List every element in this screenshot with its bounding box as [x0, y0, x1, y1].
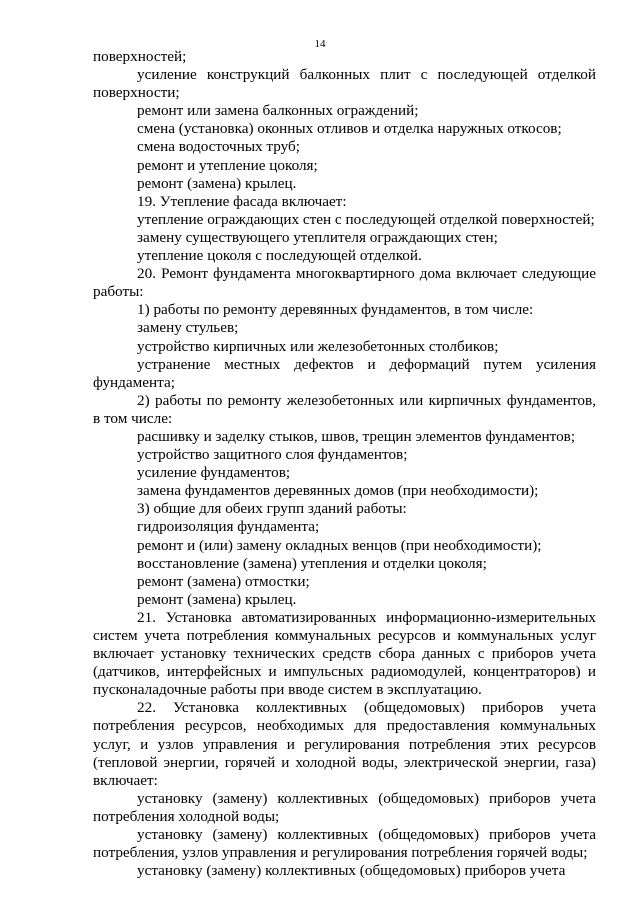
paragraph: усиление конструкций балконных плит с последующей отделкой поверхности; [93, 66, 596, 102]
paragraph: расшивку и заделку стыков, швов, трещин элементов фундаментов; [137, 427, 576, 445]
paragraph: утепление ограждающих стен с последующей отделкой поверхностей; [137, 210, 595, 228]
paragraph: 1) работы по ремонту деревянных фундаментов, в том числе: [137, 301, 534, 319]
paragraph: 22. Установка коллективных (общедомовых) приборов учета потребления ресурсов, необходимых для предоставления коммунальных услуг, и узлов управления и регулирования потребления этих ресурсов (тепловой энергии, горячей и холодной воды, электрической энергии, газа) включает: [93, 699, 596, 789]
paragraph: 2) работы по ремонту железобетонных или кирпичных фундаментов, в том числе: [93, 391, 596, 427]
paragraph: устройство кирпичных или железобетонных столбиков; [137, 337, 499, 355]
paragraph: замену существующего утеплителя ограждающих стен; [137, 228, 498, 246]
paragraph: поверхностей; [93, 48, 187, 65]
paragraph: 19. Утепление фасада включает: [137, 192, 347, 210]
paragraph: ремонт (замена) крылец. [137, 174, 297, 192]
paragraph: восстановление (замена) утепления и отделки цоколя; [137, 554, 487, 572]
paragraph: утепление цоколя с последующей отделкой. [137, 247, 422, 265]
paragraph: устройство защитного слоя фундаментов; [137, 446, 408, 464]
document-body [93, 48, 596, 880]
page-number: 14 [314, 38, 326, 50]
paragraph: установку (замену) коллективных (общедомовых) приборов учета потребления, узлов управления и регулирования потребления горячей воды; [93, 826, 596, 862]
paragraph: 21. Установка автоматизированных информационно-измерительных систем учета потребления коммунальных ресурсов и коммунальных услуг включает установку технических средств сбора данных с приборов учета (датчиков, интерфейсных и импульсных радиомодулей, концентраторов) и пусконаладочные работы при вводе систем в эксплуатацию. [93, 608, 596, 699]
paragraph: замену стульев; [137, 319, 239, 337]
paragraph: ремонт или замена балконных ограждений; [137, 102, 419, 120]
paragraph: замена фундаментов деревянных домов (при необходимости); [137, 482, 539, 500]
paragraph: смена (установка) оконных отливов и отделка наружных откосов; [137, 120, 562, 138]
paragraph: установку (замену) коллективных (общедомовых) приборов учета [137, 862, 566, 880]
paragraph: усиление фундаментов; [137, 464, 291, 482]
paragraph: 3) общие для обеих групп зданий работы: [137, 500, 407, 518]
paragraph: гидроизоляция фундамента; [137, 518, 320, 536]
paragraph: установку (замену) коллективных (общедомовых) приборов учета потребления холодной воды; [93, 789, 596, 825]
paragraph: 20. Ремонт фундамента многоквартирного дома включает следующие работы: [93, 265, 596, 301]
paragraph: устранение местных дефектов и деформаций путем усиления фундамента; [93, 355, 596, 391]
paragraph: ремонт (замена) отмостки; [137, 572, 310, 590]
paragraph: ремонт и утепление цоколя; [137, 156, 318, 174]
paragraph: смена водосточных труб; [137, 138, 300, 156]
paragraph: ремонт (замена) крылец. [137, 590, 297, 608]
paragraph: ремонт и (или) замену окладных венцов (при необходимости); [137, 536, 542, 554]
